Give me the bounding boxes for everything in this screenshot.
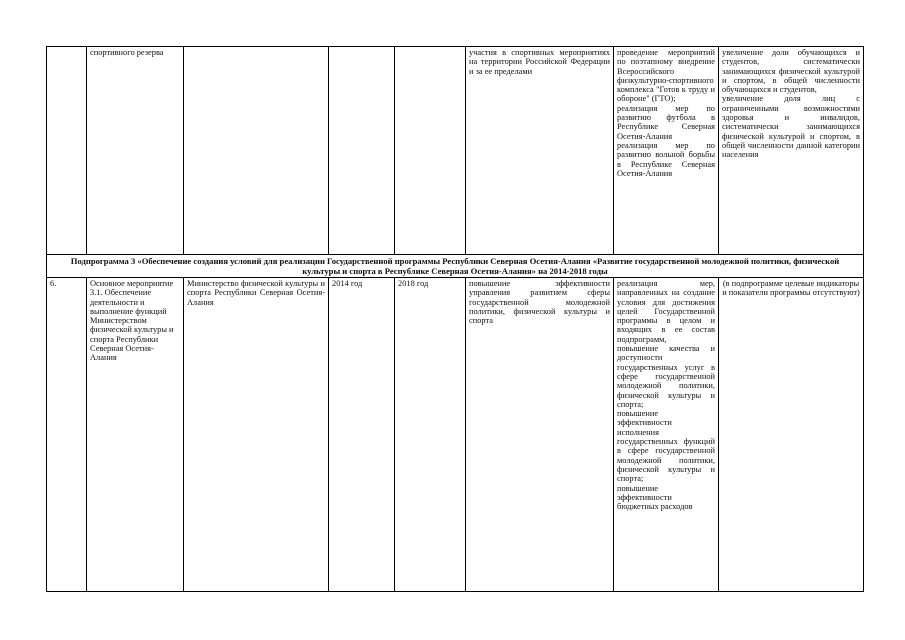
end-year-cell [395,47,466,255]
activity-cell: спортивного резерва [87,47,184,255]
result-cell [614,278,719,592]
table-row [47,278,864,592]
executor-cell [184,47,329,255]
result-item: реализация мер по развитию футбола в Республике Северная Осетия-Алания [617,103,715,141]
subprogram-row [47,255,864,278]
indicators-cell: (в подпрограмме целевые индикаторы и показатели программы отсутствуют) [719,278,864,592]
result-item: реализация мер по развитию вольной борьбы в Республике Северная Осетия-Алания [617,140,715,178]
result-cell [614,47,719,255]
result-item: повышение эффективности исполнения государственных функций в сфере государственной молодежной политики, физической культуры и спорта; [617,409,715,484]
goal-cell: повышение эффективности управления развитием сферы государственной молодежной политики, физической культуры и спорта [466,278,614,592]
indicator-item: увеличение доля лиц с ограниченными возможностями здоровья и инвалидов, систематически занимающихся физической культурой и спортом, в общей численности данной категории населения [722,94,860,160]
start-year-cell: 2014 год [329,278,395,592]
table-row [47,47,864,255]
program-table [46,46,864,592]
indicator-item: увеличение доли обучающихся и студентов, систематически занимающихся физической культурой и спортом, в общей численности обучающихся и студентов, [722,48,860,95]
end-year-cell: 2018 год [395,278,466,592]
result-item: повышение эффективности бюджетных расходов [617,483,693,512]
activity-cell: Основное мероприятие 3.1. Обеспечение деятельности и выполнение функций Министерством физической культуры и спорта Республики Северная Осетия-Алания [87,278,184,592]
start-year-cell [329,47,395,255]
result-item: повышение качества и доступности государственных услуг в сфере государственной молодежной политики, физической культуры и спорта; [617,344,715,409]
subprogram-heading: Подпрограмма 3 «Обеспечение создания условий для реализации Государственной программы Республики Северная Осетия-Алания «Развитие государственной молодежной политики, физической культуры и спорта в Республике Северная Осетия-Алания» на 2014-2018 годы [47,255,864,278]
row-number: 6. [47,278,87,592]
goal-cell: участия в спортивных мероприятиях на территории Российской Федерации и за ее пределами [466,47,614,255]
row-number [47,47,87,255]
executor-cell: Министерство физической культуры и спорта Республики Северная Осетия-Алания [184,278,329,592]
indicators-cell [719,47,864,255]
result-item: проведение мероприятий по поэтапному внедрение Всероссийского физкультурно-спортивного комплекса "Готов к труду и обороне" (ГТО); [617,48,715,104]
result-item: реализация мер, направленных на создание условия для достижения целей Государственной программы в целом и входящих в ее состав подпрограмм, [617,279,715,344]
